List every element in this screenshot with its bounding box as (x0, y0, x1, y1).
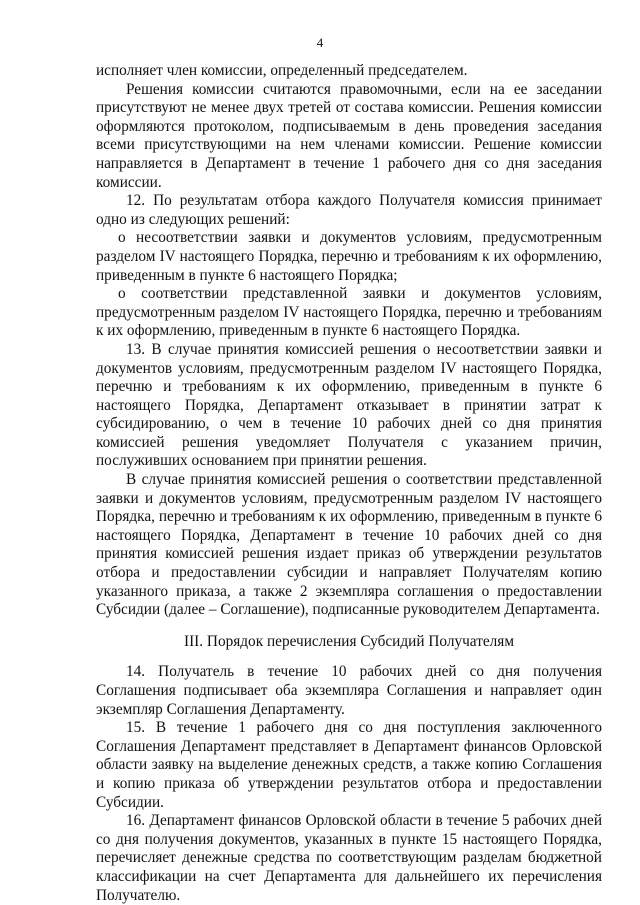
paragraph-13: 13. В случае принятия комиссией решения о несоответствии заявки и документов условиям, предусмотренным разделом IV настоящего Порядка, перечню и требованиям к их оформлению, приведенным в пункте 6 настоящего Порядка, Департамент отказывает в принятии затрат к субсидированию, о чем в течение 10 рабочих дней со дня принятия комиссией решения уведомляет Получателя с указанием причин, послуживших основанием при принятии решения. (96, 340, 602, 470)
paragraph-quorum: Решения комиссии считаются правомочными, если на ее заседании присутствуют не менее двух третей от состава комиссии. Решения комиссии оформляются протоколом, подписываемым в день проведения заседания всеми присутствующими на нем членами комиссии. Решение комиссии направляется в Департамент в течение 1 рабочего дня со дня заседания комиссии. (96, 80, 602, 191)
paragraph-13-compliance: В случае принятия комиссией решения о соответствии представленной заявки и документов условиям, предусмотренным разделом IV настоящего Порядка, перечню и требованиям к их оформлению, приведенным в пункте 6 настоящего Порядка, Департамент в течение 10 рабочих дней со дня принятия комиссией решения издает приказ об утверждении результатов отбора и предоставлении субсидии и направляет Получателям копию указанного приказа, а также 2 экземпляра соглашения о предоставлении Субсидии (далее – Соглашение), подписанные руководителем Департамента. (96, 471, 602, 619)
section-heading: III. Порядок перечисления Субсидий Получателям (183, 632, 515, 650)
document-body (96, 62, 602, 905)
paragraph-decision-noncompliance: о несоответствии заявки и документов условиям, предусмотренным разделом IV настоящего Порядка, перечню и требованиям к их оформлению, приведенным в пункте 6 настоящего Порядка; (96, 229, 602, 284)
page-number: 4 (316, 35, 324, 50)
paragraph-15: 15. В течение 1 рабочего дня со дня поступления заключенного Соглашения Департамент представляет в Департамент финансов Орловской области заявку на выделение денежных средств, а также копию Соглашения и копию приказа об утверждении результатов отбора и предоставлении Субсидии. (96, 719, 602, 811)
paragraph-14: 14. Получатель в течение 10 рабочих дней со дня получения Соглашения подписывает оба экземпляра Соглашения и направляет один экземпляр Соглашения Департаменту. (96, 663, 602, 718)
paragraph-decision-compliance: о соответствии представленной заявки и документов условиям, предусмотренным разделом IV настоящего Порядка, перечню и требованиям к их оформлению, приведенным в пункте 6 настоящего Порядка. (96, 285, 602, 340)
paragraph-continuation: исполняет член комиссии, определенный председателем. (96, 62, 468, 79)
paragraph-16: 16. Департамент финансов Орловской области в течение 5 рабочих дней со дня получения документов, указанных в пункте 15 настоящего Порядка, перечисляет денежные средства по соответствующим разделам бюджетной классификации на счет Департамента для дальнейшего их перечисления Получателю. (96, 812, 602, 904)
paragraph-12: 12. По результатам отбора каждого Получателя комиссия принимает одно из следующих решений: (96, 192, 602, 228)
